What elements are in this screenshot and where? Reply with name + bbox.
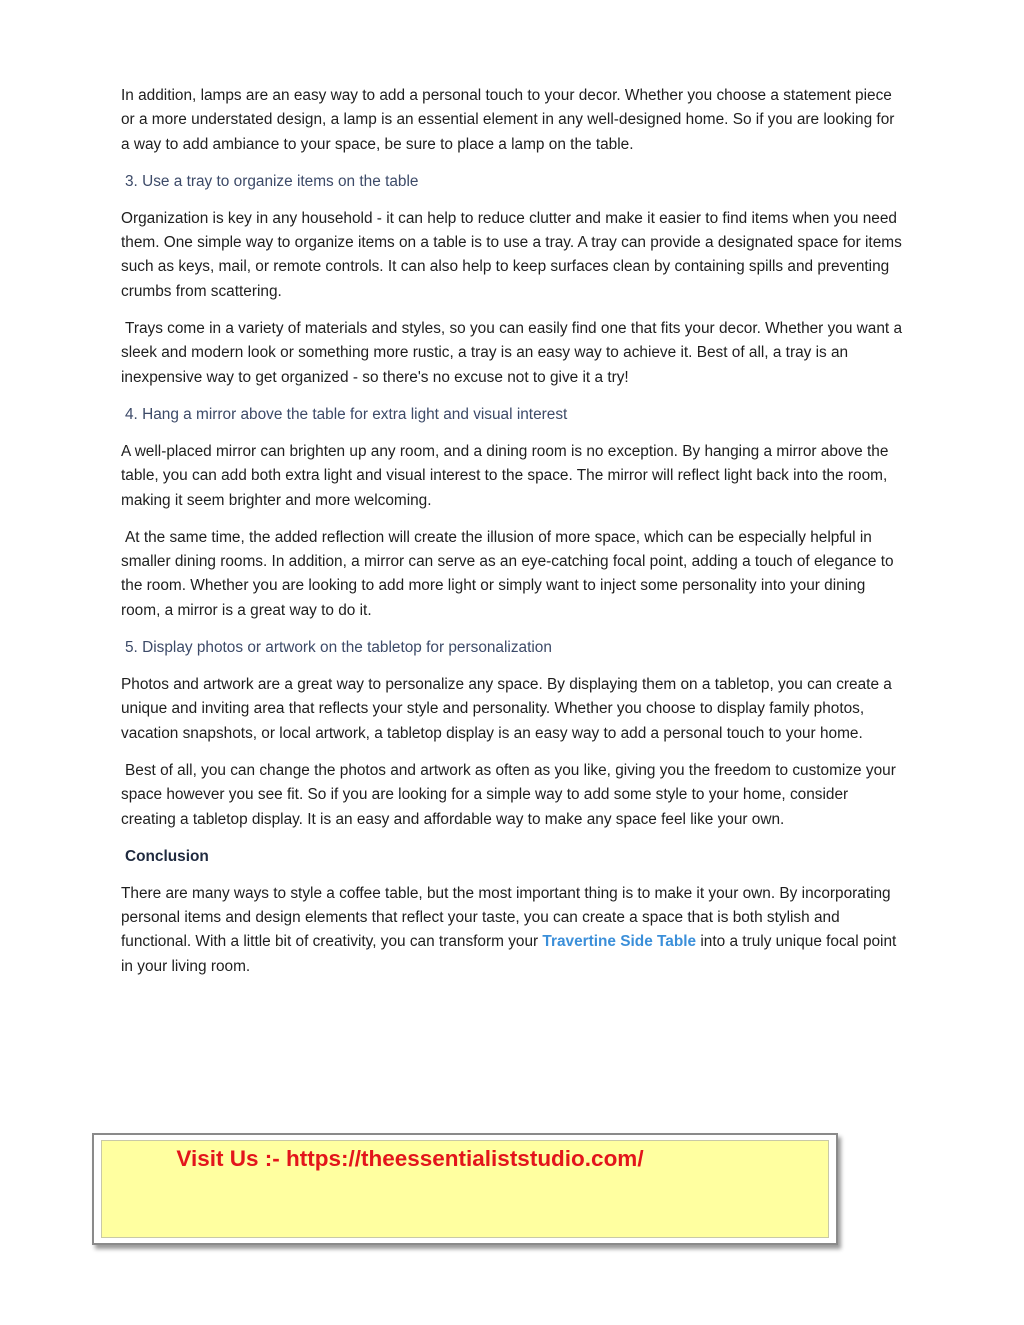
heading-conclusion: Conclusion	[125, 847, 209, 865]
paragraph-tray-1: Organization is key in any household - it can help to reduce clutter and make it easier to find items when you need them. One simple way to organize items on a table is to use a tray. A tray can provide a designated space for items such as keys, mail, or remote controls. It can also help to keep surfaces clean by containing spills and preventing crumbs from scattering.	[121, 209, 902, 300]
visit-us-banner	[92, 1133, 838, 1245]
paragraph-photos-2: Best of all, you can change the photos and artwork as often as you like, giving you the freedom to customize your space however you see fit. So if you are looking for a simple way to add some style to your home, consider creating a tabletop display. It is an easy and affordable way to make any space feel like your own.	[121, 761, 896, 828]
paragraph-photos-1: Photos and artwork are a great way to personalize any space. By displaying them on a tabletop, you can create a unique and inviting area that reflects your style and personality. Whether you choose to display family photos, vacation snapshots, or local artwork, a tabletop display is an easy way to add a personal touch to your home.	[121, 676, 892, 742]
heading-mirror: 4. Hang a mirror above the table for extra light and visual interest	[125, 405, 568, 423]
article-body	[121, 84, 907, 992]
visit-us-link[interactable]: Visit Us :- https://theessentialiststudio.com/	[176, 1146, 644, 1171]
heading-photos: 5. Display photos or artwork on the tabletop for personalization	[125, 639, 552, 657]
heading-tray: 3. Use a tray to organize items on the table	[125, 172, 419, 190]
paragraph-tray-2: Trays come in a variety of materials and styles, so you can easily find one that fits your decor. Whether you want a sleek and modern look or something more rustic, a tray is an easy way to achieve it. Best of all, a tray is an inexpensive way to get organized - so there's no excuse not to give it a try!	[121, 320, 903, 386]
visit-us-banner-fill	[101, 1140, 829, 1238]
conclusion-text-start: There are many ways to style a coffee table, but the most important thing is to make it your own. By incorporating personal items and design elements that reflect your taste, you can create a space that is both stylish and functional. With a little bit of creativity, you can transform your	[121, 884, 891, 951]
paragraph-mirror-1: A well-placed mirror can brighten up any room, and a dining room is no exception. By hanging a mirror above the table, you can add both extra light and visual interest to the space. The mirror will reflect light back into the room, making it seem brighter and more welcoming.	[121, 442, 889, 509]
conclusion-text-end: into a truly unique focal point in your living room.	[121, 933, 897, 975]
paragraph-mirror-2: At the same time, the added reflection will create the illusion of more space, which can be especially helpful in smaller dining rooms. In addition, a mirror can serve as an eye-catching focal point, adding a touch of elegance to the room. Whether you are looking to add more light or simply want to inject some personality into your dining room, a mirror is a great way to do it.	[121, 528, 894, 619]
paragraph-lamps-intro: In addition, lamps are an easy way to add a personal touch to your decor. Whether you choose a statement piece or a more understated design, a lamp is an essential element in any well-designed home. So if you are looking for a way to add ambiance to your space, be sure to place a lamp on the table.	[121, 87, 895, 153]
travertine-side-table-link[interactable]: Travertine Side Table	[542, 933, 697, 951]
paragraph-conclusion	[121, 882, 907, 979]
